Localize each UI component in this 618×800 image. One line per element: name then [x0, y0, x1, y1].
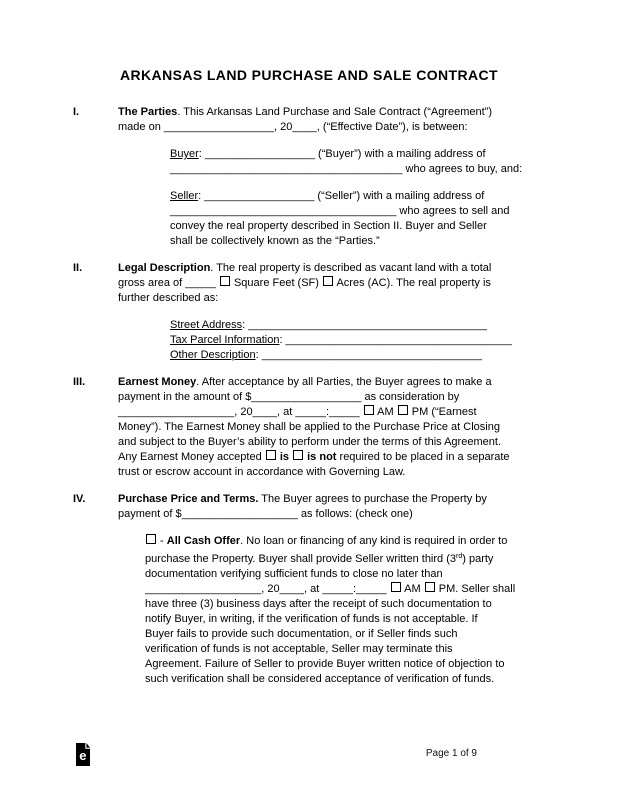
- paragraph-block: [170, 318, 578, 363]
- text-segment: : ____________________________________: [255, 349, 482, 361]
- text-segment: payment of $___________________ as follows: (check one): [118, 508, 413, 520]
- section-numeral: I.: [73, 106, 80, 118]
- section-body: [118, 492, 578, 699]
- text-segment: is: [279, 451, 289, 463]
- paragraph-block: [118, 492, 578, 522]
- text-segment: Tax Parcel Information: [170, 334, 280, 346]
- text-segment: convey the real property described in Section II. Buyer and Seller: [170, 220, 487, 232]
- text-line: [170, 147, 578, 162]
- checkbox-icon: [266, 450, 276, 460]
- text-line: [118, 405, 578, 420]
- text-segment: Earnest Money: [118, 376, 197, 388]
- text-line: [145, 627, 578, 642]
- text-line: [118, 390, 578, 405]
- text-segment: gross area of _____: [118, 277, 219, 289]
- text-segment: Seller: [170, 190, 199, 202]
- text-segment: AM: [374, 406, 397, 418]
- text-line: [118, 375, 578, 390]
- section-i: [73, 105, 578, 261]
- text-line: [118, 120, 578, 135]
- checkbox-icon: [398, 405, 408, 415]
- section-iv: [73, 492, 578, 699]
- text-line: [170, 162, 578, 177]
- text-segment: -: [157, 535, 167, 547]
- text-segment: . This Arkansas Land Purchase and Sale Contract (“Agreement”): [177, 106, 492, 118]
- text-segment: Agreement. Failure of Seller to provide Buyer written notice of objection to: [145, 658, 505, 670]
- text-line: [118, 492, 578, 507]
- text-line: [118, 291, 578, 306]
- text-line: [145, 672, 578, 687]
- section-numeral: IV.: [73, 493, 86, 505]
- paragraph-block: [170, 147, 578, 177]
- text-line: [170, 348, 578, 363]
- text-segment: _____________________________________ who agrees to sell and: [170, 205, 510, 217]
- text-segment: AM: [401, 583, 424, 595]
- text-line: [170, 189, 578, 204]
- page-number: Page 1 of 9: [425, 748, 477, 759]
- text-line: [118, 507, 578, 522]
- text-line: [170, 219, 578, 234]
- text-line: [170, 204, 578, 219]
- text-segment: ______________________________________ who agrees to buy, and:: [170, 163, 523, 175]
- text-segment: Money”). The Earnest Money shall be applied to the Purchase Price at Closing: [118, 421, 500, 433]
- text-segment: Square Feet (SF): [230, 277, 322, 289]
- text-segment: such verification shall be considered acceptance of verification of funds.: [145, 673, 495, 685]
- text-segment: Buyer: [170, 148, 199, 160]
- text-segment: payment in the amount of $__________________ as consideration by: [118, 391, 460, 403]
- text-segment: ___________________, 20____, at _____:_____: [145, 583, 390, 595]
- checkbox-icon: [391, 582, 401, 592]
- paragraph-block: [170, 189, 578, 249]
- paragraph-block: [145, 534, 578, 687]
- text-segment: required to be placed in a separate: [336, 451, 510, 463]
- text-segment: is not: [307, 451, 337, 463]
- svg-text:e: e: [79, 748, 87, 763]
- text-line: [170, 318, 578, 333]
- text-segment: Buyer fails to provide such documentation, or if Seller finds such: [145, 628, 458, 640]
- section-numeral: II.: [73, 262, 83, 274]
- section-body: [118, 261, 578, 375]
- text-segment: [289, 451, 292, 463]
- text-segment: verification of funds is not acceptable, Seller may terminate this: [145, 643, 453, 655]
- text-segment: Legal Description: [118, 262, 211, 274]
- paragraph-block: [118, 375, 578, 480]
- text-line: [118, 420, 578, 435]
- text-segment: rd: [456, 553, 463, 560]
- section-body: [118, 105, 578, 261]
- checkbox-icon: [425, 582, 435, 592]
- paragraph-block: [118, 105, 578, 135]
- section-iii: [73, 375, 578, 492]
- text-line: [170, 333, 578, 348]
- text-line: [145, 534, 578, 549]
- eforms-logo-icon: [76, 743, 90, 766]
- text-line: [118, 276, 578, 291]
- text-segment: . The real property is described as vacant land with a total: [210, 262, 492, 274]
- section-ii: [73, 261, 578, 375]
- checkbox-icon: [364, 405, 374, 415]
- text-line: [145, 612, 578, 627]
- checkbox-icon: [293, 450, 303, 460]
- text-segment: Purchase Price and Terms.: [118, 493, 259, 505]
- document-title: ARKANSAS LAND PURCHASE AND SALE CONTRACT: [120, 67, 498, 83]
- text-segment: made on __________________, 20____, (“Effective Date”), is between:: [118, 121, 468, 133]
- text-segment: All Cash Offer: [166, 535, 241, 547]
- text-line: [118, 465, 578, 480]
- text-segment: ___________________, 20____, at _____:_____: [118, 406, 363, 418]
- text-line: [145, 549, 578, 567]
- checkbox-icon: [220, 276, 230, 286]
- text-segment: : _____________________________________: [279, 334, 512, 346]
- paragraph-block: [118, 261, 578, 306]
- text-line: [118, 450, 578, 465]
- text-segment: PM. Seller shall: [435, 583, 516, 595]
- text-segment: PM (“Earnest: [408, 406, 477, 418]
- text-segment: : _______________________________________: [242, 319, 487, 331]
- text-segment: . No loan or financing of any kind is required in order to: [240, 535, 508, 547]
- text-line: [118, 261, 578, 276]
- contract-sections: [0, 105, 618, 699]
- text-segment: : __________________ (“Buyer”) with a mailing address of: [198, 148, 486, 160]
- text-segment: shall be collectively known as the “Parties.”: [170, 235, 380, 247]
- text-segment: Any Earnest Money accepted: [118, 451, 265, 463]
- text-segment: notify Buyer, in writing, if the verification of funds is not acceptable. If: [145, 613, 478, 625]
- section-numeral: III.: [73, 376, 86, 388]
- text-segment: Street Address: [170, 319, 243, 331]
- checkbox-icon: [323, 276, 333, 286]
- checkbox-icon: [146, 534, 156, 544]
- text-line: [145, 582, 578, 597]
- text-segment: ) party: [462, 553, 494, 565]
- text-segment: have three (3) business days after the receipt of such documentation to: [145, 598, 492, 610]
- text-line: [145, 642, 578, 657]
- section-body: [118, 375, 578, 492]
- text-segment: and subject to the Buyer’s ability to perform under the terms of this Agreement.: [118, 436, 501, 448]
- text-segment: trust or escrow account in accordance with Governing Law.: [118, 466, 406, 478]
- text-segment: Acres (AC). The real property is: [334, 277, 491, 289]
- text-line: [170, 234, 578, 249]
- text-segment: purchase the Property. Buyer shall provide Seller written third (3: [145, 553, 456, 565]
- text-line: [145, 657, 578, 672]
- text-segment: further described as:: [118, 292, 219, 304]
- text-segment: : __________________ (“Seller”) with a mailing address of: [198, 190, 485, 202]
- text-segment: Other Description: [170, 349, 256, 361]
- text-line: [118, 105, 578, 120]
- text-segment: The Parties: [118, 106, 178, 118]
- text-segment: The Buyer agrees to purchase the Property by: [258, 493, 487, 505]
- text-line: [145, 567, 578, 582]
- text-line: [118, 435, 578, 450]
- text-segment: documentation verifying sufficient funds to close no later than: [145, 568, 443, 580]
- text-line: [145, 597, 578, 612]
- text-segment: . After acceptance by all Parties, the Buyer agrees to make a: [196, 376, 492, 388]
